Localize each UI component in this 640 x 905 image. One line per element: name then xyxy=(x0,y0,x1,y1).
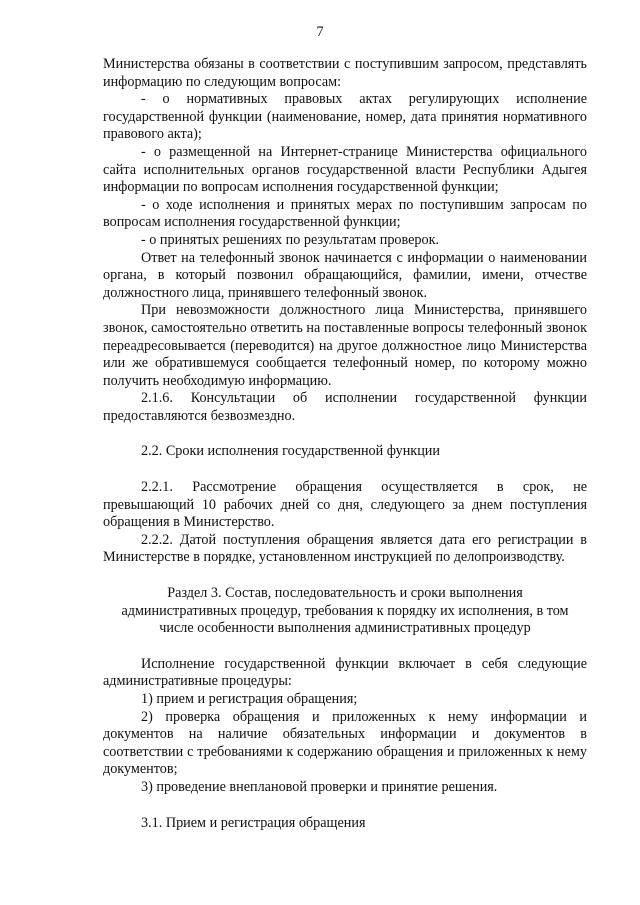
list-item-progress: - о ходе исполнения и принятых мерах по поступившим запросам по вопросам исполнения государственной функции; xyxy=(103,196,587,231)
list-item-normative-acts: - о нормативных правовых актах регулирующих исполнение государственной функции (наименование, номер, дата принятия нормативного правового акта); xyxy=(103,91,587,143)
spacer xyxy=(103,461,587,479)
spacer xyxy=(103,425,587,443)
list-item-internet-page: - о размещенной на Интернет-странице Министерства официального сайта исполнительных органов государственной власти Республики Адыгея информации по вопросам исполнения государственной функции; xyxy=(103,143,587,196)
heading-section-3-line-3: числе особенности выполнения административных процедур xyxy=(159,620,531,637)
spacer xyxy=(103,567,587,585)
page-body xyxy=(103,56,587,832)
paragraph-2-1-6: 2.1.6. Консультации об исполнении государственной функции предоставляются безвозмездно. xyxy=(103,390,587,424)
paragraph-phone-answer: Ответ на телефонный звонок начинается с информации о наименовании органа, в который позвонил обращающийся, фамилии, имени, отчестве должностного лица, принявшего телефонный звонок. xyxy=(103,249,587,301)
paragraph-ministry-obligation: Министерства обязаны в соответствии с поступившим запросом, представлять информацию по следующим вопросам: xyxy=(103,56,587,90)
heading-3-1: 3.1. Прием и регистрация обращения xyxy=(141,814,366,831)
page-number: 7 xyxy=(316,24,324,40)
heading-section-3-line-1: Раздел 3. Состав, последовательность и сроки выполнения xyxy=(167,585,523,602)
paragraph-2-2-1: 2.2.1. Рассмотрение обращения осуществляется в срок, не превышающий 10 рабочих дней со дня, следующего за днем поступления обращения в Министерство. xyxy=(103,479,587,531)
heading-section-3-line-2: административных процедур, требования к порядку их исполнения, в том xyxy=(121,602,569,619)
list-item-decisions: - о принятых решениях по результатам проверок. xyxy=(141,231,440,248)
paragraph-phone-redirect: При невозможности должностного лица Министерства, принявшего звонок, самостоятельно ответить на поставленные вопросы телефонный звонок переадресовывается (переводится) на другое должностное лицо Министерства или же обратившемуся сообщается телефонный номер, по которому можно получить необходимую информацию. xyxy=(103,302,587,389)
paragraph-section-3-intro: Исполнение государственной функции включает в себя следующие административные процедуры: xyxy=(103,655,587,690)
list-item-procedure-2: 2) проверка обращения и приложенных к нему информации и документов на наличие обязательных информации и документов в соответствии с требованиями к содержанию обращения и приложенных к нему документов; xyxy=(103,708,587,778)
spacer xyxy=(103,797,587,815)
paragraph-2-2-2: 2.2.2. Датой поступления обращения является дата его регистрации в Министерстве в порядке, установленном инструкцией по делопроизводству. xyxy=(103,531,587,566)
list-item-procedure-1: 1) прием и регистрация обращения; xyxy=(141,691,358,707)
list-item-procedure-3: 3) проведение внеплановой проверки и принятие решения. xyxy=(141,778,498,795)
spacer xyxy=(103,638,587,656)
heading-2-2: 2.2. Сроки исполнения государственной функции xyxy=(141,443,440,460)
